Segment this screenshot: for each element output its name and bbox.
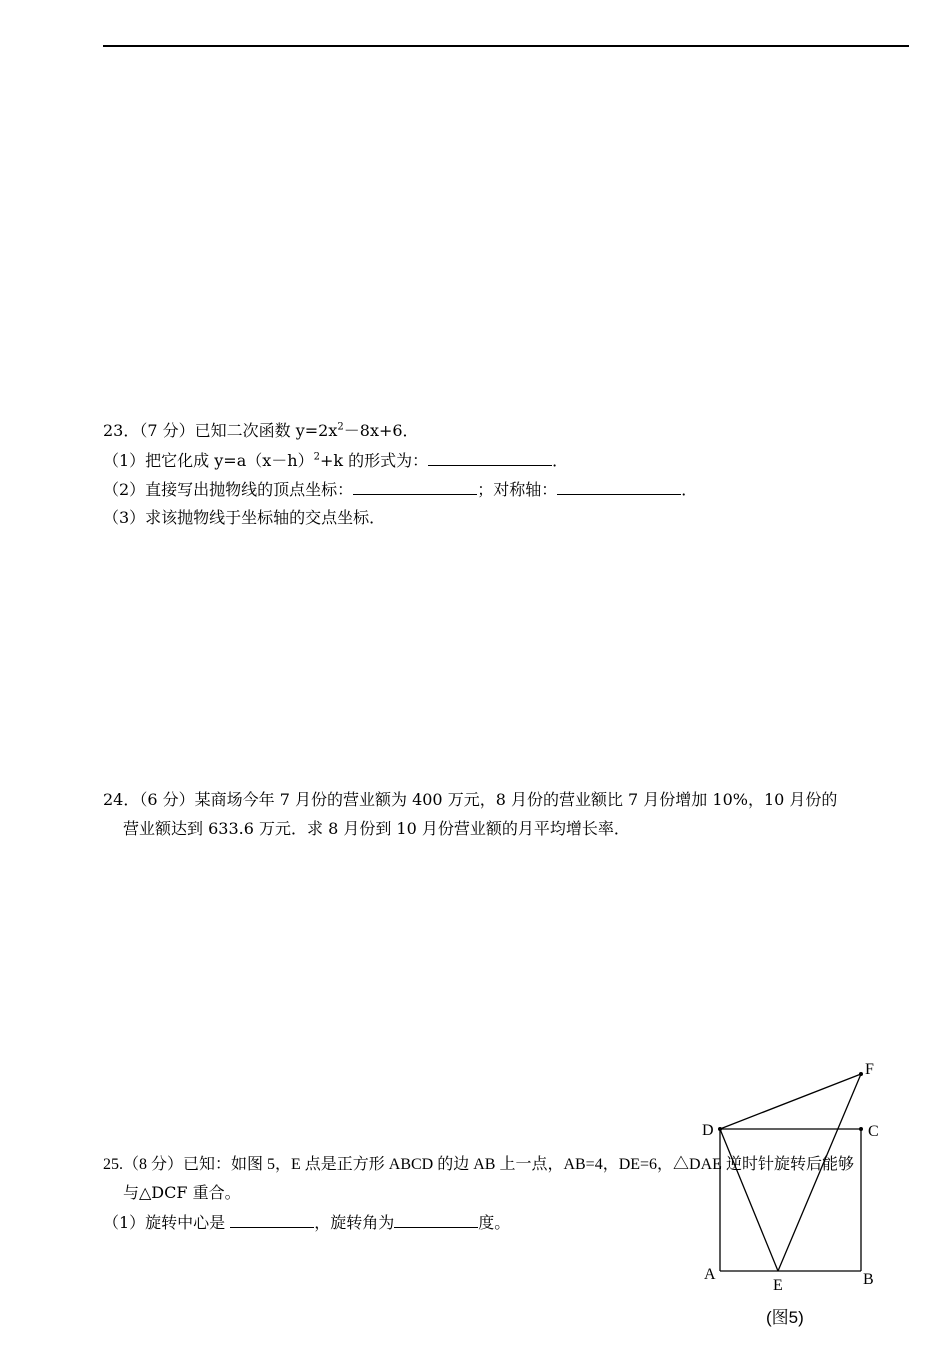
figure-5: [690, 1055, 910, 1345]
label-B: B: [863, 1271, 874, 1288]
answer-blank-center[interactable]: [230, 1212, 314, 1228]
point-D: [718, 1127, 722, 1131]
segment-FE: [778, 1074, 861, 1271]
geometry-diagram: [690, 1055, 910, 1345]
answer-blank-axis[interactable]: [557, 479, 681, 495]
q23-number: 23．: [103, 421, 140, 440]
q24-line2: 营业额达到 633.6 万元．求 8 月份到 10 月份营业额的月平均增长率．: [123, 819, 630, 838]
figure-caption: (图5): [766, 1308, 804, 1327]
label-A: A: [704, 1266, 716, 1283]
point-C: [859, 1127, 863, 1131]
q23-part2: （2）直接写出抛物线的顶点坐标： ；对称轴： ．: [103, 480, 698, 499]
header-rule: [103, 45, 909, 47]
q23-header: 23．（7 分）已知二次函数 $y=2x^2-8x+6$．: [103, 421, 419, 440]
label-D: D: [702, 1122, 714, 1139]
label-F: F: [865, 1061, 874, 1078]
label-E: E: [773, 1277, 783, 1294]
q24-line1: 24．（6 分）某商场今年 7 月份的营业额为 400 万元，8 月份的营业额比 7 月份增加 10%，10 月份的: [103, 790, 838, 809]
q25-part1: （1）旋转中心是 ，旋转角为 度。: [103, 1213, 511, 1232]
answer-blank-angle[interactable]: [394, 1212, 478, 1228]
answer-blank-form[interactable]: [428, 450, 552, 466]
segment-DF: [720, 1074, 861, 1129]
q25-line1: 25.（8 分）已知：如图 5，E 点是正方形 ABCD 的边 AB 上一点，AB=4，DE=6，△DAE 逆时针旋转后能够: [103, 1156, 854, 1173]
q23-part1: （1）把它化成 $y=a(x-h)^2+k$ 的形式为： ．: [103, 451, 569, 470]
q25-line2: 与△DCF 重合。: [123, 1183, 241, 1202]
q23-part3: （3）求该抛物线于坐标轴的交点坐标．: [103, 508, 386, 527]
answer-blank-vertex[interactable]: [353, 479, 477, 495]
point-F: [859, 1072, 863, 1076]
label-C: C: [868, 1123, 879, 1140]
segment-DE: [720, 1129, 778, 1271]
